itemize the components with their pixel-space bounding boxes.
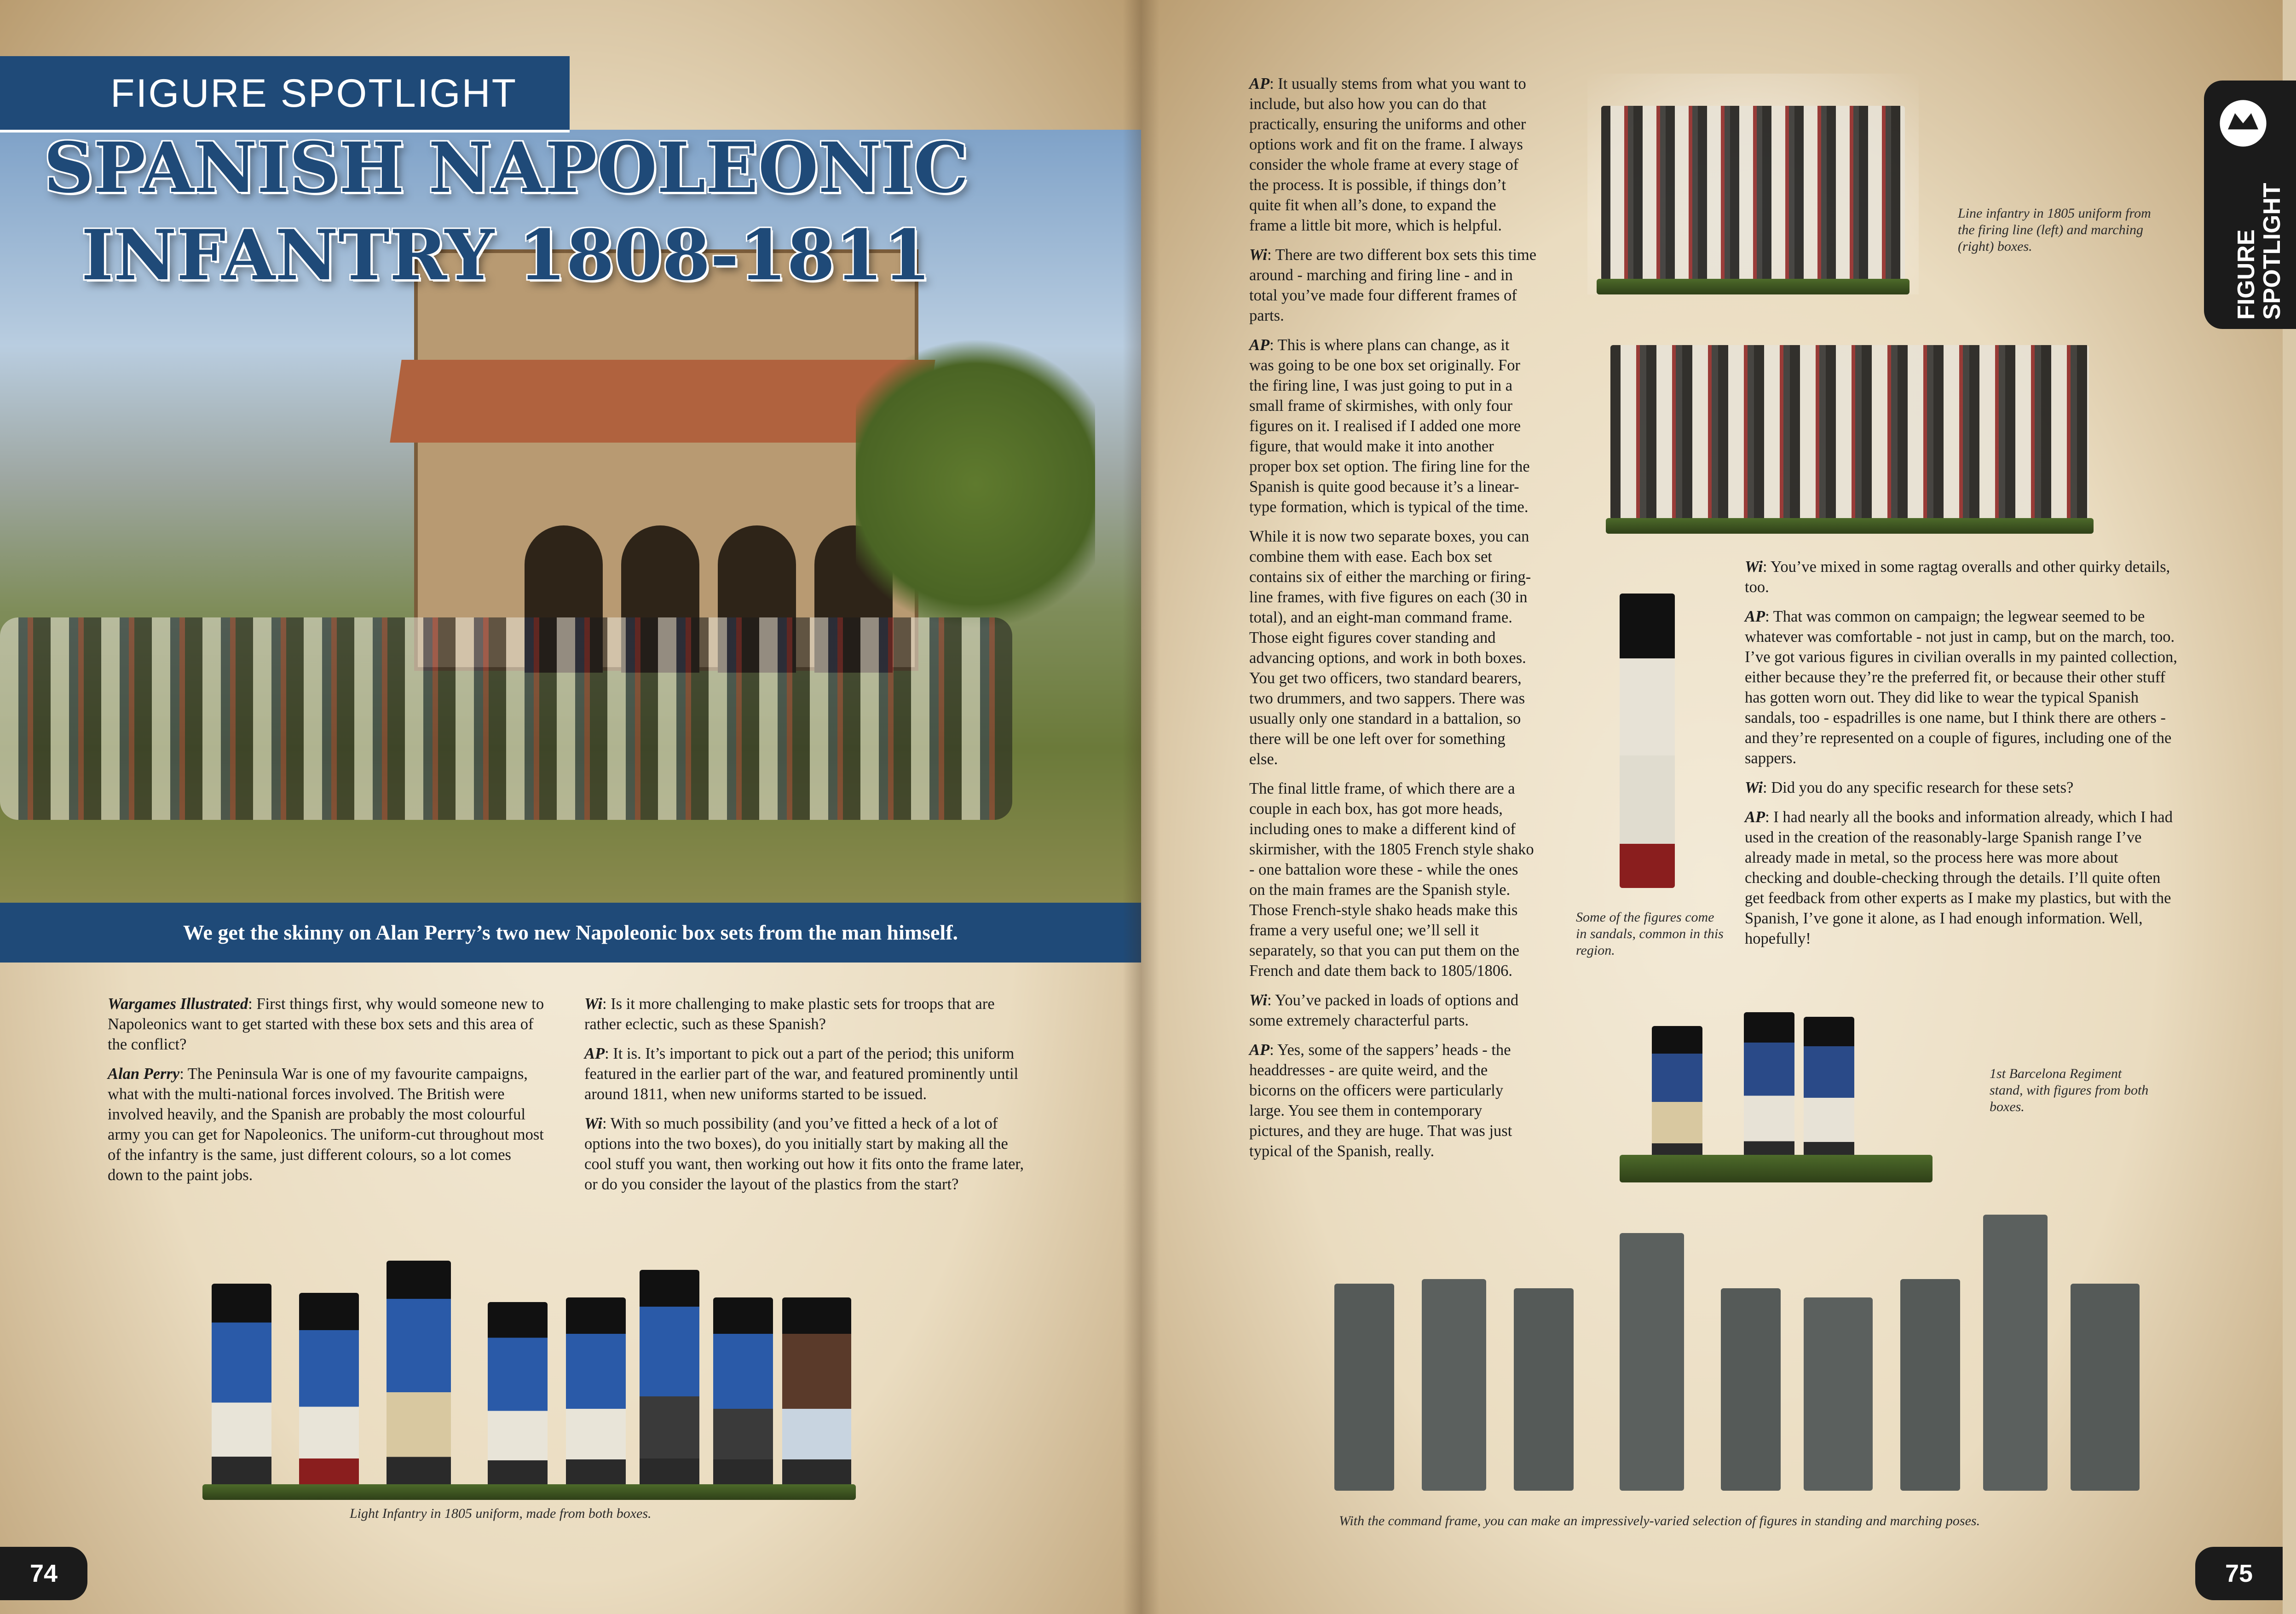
figure-miniature xyxy=(566,1297,626,1500)
paragraph-text: : There are two different box sets this time around - marching and firing line - and in total you’ve made four different frames of parts. xyxy=(1249,246,1537,324)
figure-rank xyxy=(1601,106,1905,281)
paragraph xyxy=(584,994,1035,1034)
paragraph-text: : You’ve mixed in some ragtag overalls and other quirky details, too. xyxy=(1745,558,2170,596)
paragraph-text: : You’ve packed in loads of options and some extremely characterful parts. xyxy=(1249,991,1519,1029)
figure-base xyxy=(1620,1155,1933,1182)
speaker: Wi xyxy=(1745,558,1763,576)
paragraph-text: : That was common on campaign; the legwear seemed to be whatever was comfortable - not just in camp, but on the march, too. I’ve got various figures in civilian overalls in my painted collection, either because they’re the preferred fit, or because their other stuff has gotten worn out. They did like to wear the typical Spanish sandals, too - espadrilles is one name, but I think there are others - and they’re represented on a couple of figures, including one of the sappers. xyxy=(1745,608,2177,767)
paragraph xyxy=(1249,778,1537,981)
left-page xyxy=(0,0,1141,1614)
figure-miniature xyxy=(488,1302,548,1500)
figure-miniature xyxy=(1652,1026,1702,1164)
speaker: AP xyxy=(1745,608,1765,625)
line-infantry-marching-photo xyxy=(1597,331,2103,534)
paragraph xyxy=(1249,335,1537,517)
paragraph-text: : The Peninsula War is one of my favourite campaigns, what with the multi-national forces involved. The British were involved heavily, and the Spanish are probably the most colourful army you can get for Napoleonics. The uniform-cut throughout most of the infantry is the same, just different colours, so a lot comes down to the paint jobs. xyxy=(108,1065,544,1184)
figure-miniature xyxy=(1334,1284,1394,1491)
standfirst-banner: We get the skinny on Alan Perry’s two new Napoleonic box sets from the man himself. xyxy=(0,903,1141,963)
figure-rank xyxy=(1610,345,2089,520)
sandals-figure-photo xyxy=(1601,566,1693,888)
paragraph xyxy=(1249,74,1537,236)
page-number-left: 74 xyxy=(0,1547,87,1600)
diorama-troops xyxy=(0,617,1012,820)
figure-miniature xyxy=(1514,1288,1574,1491)
barcelona-regiment-photo xyxy=(1610,989,1942,1182)
speaker: Wi xyxy=(1249,246,1267,264)
paragraph-text: : I had nearly all the books and information already, which I had used in the creation of the reasonably-large Spanish range I’ve already made in metal, so the process here was more about checking and double-checking through the details. I’ll quite often get feedback from other experts as I make my plastics, but with the Spanish, I’ve gone it alone, as I had enough information. Well, hopefully! xyxy=(1745,808,2173,947)
light-infantry-figures-photo xyxy=(193,1242,856,1500)
figure-miniature xyxy=(1804,1297,1873,1491)
figure-miniature xyxy=(713,1297,773,1500)
speaker: AP xyxy=(584,1045,605,1062)
caption-barcelona: 1st Barcelona Regiment stand, with figures from both boxes. xyxy=(1990,1066,2149,1114)
figure-miniature xyxy=(782,1297,851,1500)
paragraph xyxy=(108,994,545,1055)
right-column-b xyxy=(1745,557,2177,958)
paragraph-text: The final little frame, of which there are a couple in each box, has got more heads, including ones to make a different kind of skirmisher, with the 1805 French style shako - one battalion wore these - while the ones on the main frames are the Spanish style. Those French-style shako heads make this frame a very useful one; we’ll sell it separately, so that you can put them on the French and date them back to 1805/1806. xyxy=(1249,780,1534,980)
command-frame-figures-photo xyxy=(1325,1205,2222,1491)
figure-miniature xyxy=(1620,1233,1684,1491)
paragraph xyxy=(1249,526,1537,769)
paragraph xyxy=(1745,557,2177,597)
title-line-2: INFANTRY 1808-1811 xyxy=(81,215,931,296)
speaker: Wargames Illustrated xyxy=(108,995,248,1013)
figure-miniature xyxy=(212,1284,271,1500)
speaker: Wi xyxy=(584,1115,602,1132)
article-title xyxy=(0,124,1012,299)
caption-sandals: Some of the figures come in sandals, common in this region. xyxy=(1576,910,1724,958)
right-column-a xyxy=(1249,74,1537,1170)
figure-miniature xyxy=(1744,1012,1794,1164)
speaker: Wi xyxy=(1249,991,1267,1009)
speaker: Wi xyxy=(584,995,602,1013)
speaker: AP xyxy=(1249,75,1270,92)
figure-miniature xyxy=(1620,594,1675,888)
paragraph-text: : It is. It’s important to pick out a part of the period; this uniform featured in the earlier part of the war, and featured prominently until around 1811, when new uniforms started to be issued. xyxy=(584,1045,1019,1103)
right-page xyxy=(1141,0,2283,1614)
paragraph xyxy=(1745,807,2177,949)
diorama-tree xyxy=(856,323,1095,645)
line-infantry-firing-photo xyxy=(1587,74,1919,294)
paragraph-text: : It usually stems from what you want to include, but also how you can do that practically, ensuring the uniforms and other options work and fit on the frame. I always consider the whole frame at every stage of the process. It is possible, if things don’t quite fit when all’s done, to expand the frame a little bit more, which is helpful. xyxy=(1249,75,1526,234)
paragraph xyxy=(584,1113,1035,1194)
paragraph xyxy=(1745,778,2177,798)
section-tab-label xyxy=(2233,154,2285,320)
paragraph-text: : This is where plans can change, as it was going to be one box set originally. For the firing line, I was just going to put in a small frame of skirmishes, with only four figures on it. I realised if I added one more figure, that would make it into another proper box set option. The firing line for the Spanish is quite good because it’s a linear-type formation, which is typical of the time. xyxy=(1249,336,1530,516)
figure-miniature xyxy=(1983,1215,2048,1491)
speaker: Alan Perry xyxy=(108,1065,180,1083)
left-column-a xyxy=(108,994,545,1194)
speaker: AP xyxy=(1745,808,1765,826)
left-column-b xyxy=(584,994,1035,1204)
figure-miniature xyxy=(1900,1279,1960,1491)
diorama-roof xyxy=(390,360,935,443)
section-label-band xyxy=(0,56,570,133)
figure-base xyxy=(202,1484,856,1500)
page-number-right: 75 xyxy=(2195,1547,2283,1600)
paragraph-text: While it is now two separate boxes, you can combine them with ease. Each box set contains six of either the marching or firing-line frames, with five figures on each (30 in total), and an eight-man command frame. Those eight figures cover standing and advancing options, and work in both boxes. You get two officers, two standard bearers, two drummers, and two sappers. There was usually only one standard in a battalion, so there will be one left over for something else. xyxy=(1249,528,1531,768)
section-label: FIGURE SPOTLIGHT xyxy=(110,71,518,115)
figure-miniature xyxy=(1422,1279,1486,1491)
paragraph-text: : Yes, some of the sappers’ heads - the headdresses - are quite weird, and the bicorns on the officers were particularly large. You see them in contemporary pictures, and they are huge. That was just typical of the Spanish, really. xyxy=(1249,1041,1512,1160)
title-line-1: SPANISH NAPOLEONIC xyxy=(43,127,969,208)
speaker: AP xyxy=(1249,336,1270,354)
speaker: AP xyxy=(1249,1041,1270,1059)
figure-miniature xyxy=(299,1293,359,1500)
figure-miniature xyxy=(387,1261,451,1500)
wi-logo-icon xyxy=(2218,98,2268,149)
paragraph xyxy=(1249,990,1537,1031)
figure-miniature xyxy=(1721,1288,1781,1491)
page-gutter xyxy=(1123,0,1160,1614)
figure-base xyxy=(1597,279,1909,294)
tab-label-line-1: FIGURE xyxy=(2233,229,2260,320)
paragraph xyxy=(108,1064,545,1185)
speaker: Wi xyxy=(1745,779,1763,796)
caption-line-infantry: Line infantry in 1805 uniform from the firing line (left) and marching (right) boxes. xyxy=(1958,206,2151,254)
paragraph xyxy=(1745,606,2177,768)
tab-label-line-2: SPOTLIGHT xyxy=(2259,183,2285,320)
paragraph-text: : Did you do any specific research for these sets? xyxy=(1762,779,2074,796)
section-tab xyxy=(2204,81,2296,329)
figure-miniature xyxy=(1804,1017,1854,1164)
figure-miniature xyxy=(640,1270,699,1500)
paragraph xyxy=(584,1043,1035,1104)
paragraph-text: : With so much possibility (and you’ve fitted a heck of a lot of options into the two boxes), do you initially start by making all the cool stuff you want, then working out how it fits onto the frame later, or do you consider the layout of the plastics from the start? xyxy=(584,1115,1024,1193)
figure-miniature xyxy=(2071,1284,2140,1491)
paragraph xyxy=(1249,245,1537,326)
paragraph-text: : First things first, why would someone new to Napoleonics want to get started with these box sets and this area of the conflict? xyxy=(108,995,544,1053)
figure-base xyxy=(1606,518,2094,534)
paragraph xyxy=(1249,1040,1537,1161)
caption-light-infantry: Light Infantry in 1805 uniform, made from both boxes. xyxy=(350,1506,652,1521)
caption-command-frame: With the command frame, you can make an impressively-varied selection of figures in standing and marching poses. xyxy=(1339,1513,1980,1528)
paragraph-text: : Is it more challenging to make plastic sets for troops that are rather eclectic, such as these Spanish? xyxy=(584,995,995,1033)
